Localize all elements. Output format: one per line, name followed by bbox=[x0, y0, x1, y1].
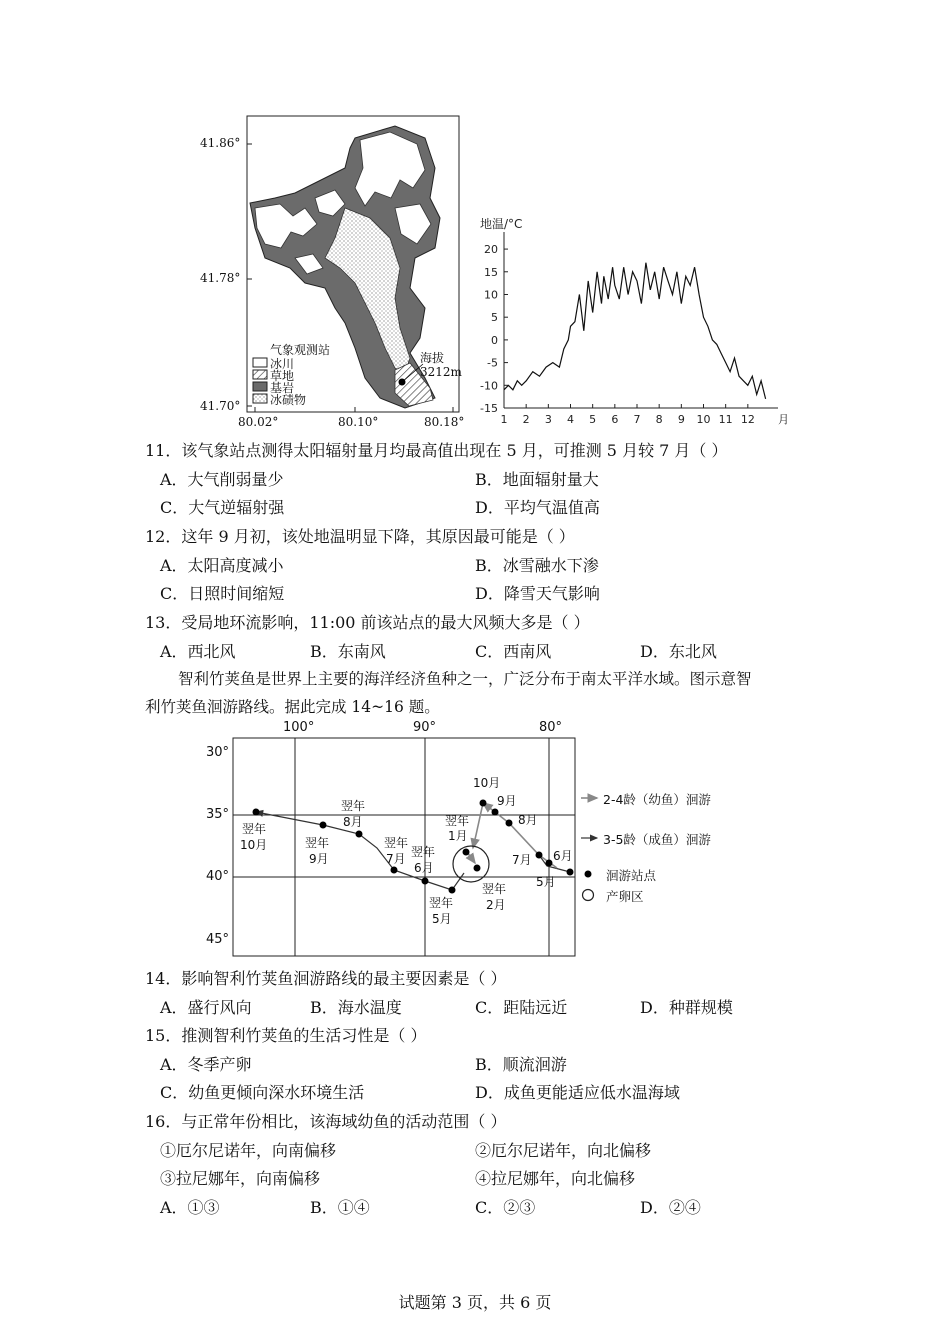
label-jul: 7月 bbox=[512, 853, 532, 867]
y-tick-label: 20 bbox=[484, 243, 498, 257]
y-tick-label: 0 bbox=[491, 333, 498, 347]
legend-title: 气象观测站 bbox=[270, 343, 331, 357]
y-tick-label: 5 bbox=[491, 311, 498, 325]
station-dot bbox=[320, 822, 327, 829]
legend-label-grassland: 草地 bbox=[270, 369, 295, 383]
lat-label-2: 41.78° bbox=[200, 271, 241, 285]
ground-temperature-series-line bbox=[504, 263, 766, 399]
q12-option-a[interactable]: A．太阳高度减小 bbox=[160, 556, 284, 575]
legend-label-moraine: 冰碛物 bbox=[270, 393, 307, 407]
legend-swatch-glacier bbox=[253, 358, 267, 367]
station-dot bbox=[536, 852, 543, 859]
q16-option-d[interactable]: D．②④ bbox=[640, 1198, 701, 1217]
station-dot bbox=[492, 809, 499, 816]
label-jun: 6月 bbox=[553, 849, 573, 863]
legend-station-dot bbox=[585, 871, 592, 878]
lon-label-1: 80.02° bbox=[238, 415, 279, 429]
x-tick-label: 5 bbox=[589, 413, 597, 426]
y-tick-label: 10 bbox=[484, 288, 498, 302]
y-tick-label: 15 bbox=[484, 265, 498, 279]
label-next-oct-2: 10月 bbox=[240, 838, 268, 852]
station-dot bbox=[546, 860, 553, 867]
lat-45-label: 45° bbox=[206, 932, 230, 947]
lon-90-label: 90° bbox=[413, 720, 437, 735]
q11-option-b[interactable]: B．地面辐射量大 bbox=[475, 470, 599, 489]
q11-option-c[interactable]: C．大气逆辐射强 bbox=[160, 498, 285, 517]
label-may: 5月 bbox=[536, 875, 556, 889]
x-tick-label: 11 bbox=[718, 413, 733, 426]
lat-label-3: 41.70° bbox=[200, 399, 241, 413]
lon-80-label: 80° bbox=[539, 720, 563, 735]
q14-option-c[interactable]: C．距陆远近 bbox=[475, 998, 568, 1017]
lon-label-2: 80.10° bbox=[338, 415, 379, 429]
lat-35-label: 35° bbox=[206, 807, 230, 822]
legend-station-label: 洄游站点 bbox=[606, 868, 657, 883]
legend-swatch-bedrock bbox=[253, 382, 267, 391]
station-dot bbox=[422, 878, 429, 885]
legend-spawning-circle bbox=[583, 890, 594, 901]
label-next-may-2: 5月 bbox=[432, 912, 452, 926]
station-altitude-label: 海拔 bbox=[420, 351, 445, 365]
question-16-stem: 16．与正常年份相比，该海域幼鱼的活动范围（ ） bbox=[145, 1112, 507, 1131]
x-tick-label: 4 bbox=[567, 413, 574, 426]
question-13-stem: 13．受局地环流影响，11:00 前该站点的最大风频大多是（ ） bbox=[145, 613, 590, 632]
x-axis-label: 月 bbox=[778, 413, 789, 426]
station-dot bbox=[253, 809, 260, 816]
lat-30-label: 30° bbox=[206, 745, 230, 760]
ground-temperature-chart bbox=[470, 212, 800, 432]
question-11-stem: 11．该气象站点测得太阳辐射量月均最高值出现在 5 月，可推测 5 月较 7 月（ ） bbox=[145, 441, 728, 460]
legend-swatch-moraine bbox=[253, 394, 267, 403]
glacier-map bbox=[195, 108, 470, 428]
label-oct: 10月 bbox=[473, 776, 501, 790]
label-next-jul-1: 翌年 bbox=[384, 836, 409, 850]
question-14-stem: 14．影响智利竹荚鱼洄游路线的最主要因素是（ ） bbox=[145, 969, 507, 988]
label-next-jul-2: 7月 bbox=[386, 852, 406, 866]
label-next-feb-1: 翌年 bbox=[482, 882, 507, 896]
q14-option-a[interactable]: A．盛行风向 bbox=[160, 998, 252, 1017]
q12-option-b[interactable]: B．冰雪融水下渗 bbox=[475, 556, 599, 575]
q15-option-c[interactable]: C．幼鱼更倾向深水环境生活 bbox=[160, 1083, 365, 1102]
q16-option-a[interactable]: A．①③ bbox=[160, 1198, 220, 1217]
q16-option-c[interactable]: C．②③ bbox=[475, 1198, 536, 1217]
page-footer: 试题第 3 页，共 6 页 bbox=[398, 1293, 552, 1312]
label-next-aug-2: 8月 bbox=[343, 815, 363, 829]
q16-statement-1: ①厄尔尼诺年，向南偏移 bbox=[160, 1141, 337, 1160]
lon-100-label: 100° bbox=[283, 720, 315, 735]
station-dot bbox=[391, 867, 398, 874]
legend-adult-label: 3-5龄（成鱼）洄游 bbox=[603, 832, 711, 847]
label-sep: 9月 bbox=[497, 794, 517, 808]
x-tick-label: 9 bbox=[677, 413, 685, 426]
intro-paragraph-line-2: 利竹荚鱼洄游路线。据此完成 14~16 题。 bbox=[145, 698, 440, 716]
station-dot bbox=[480, 800, 487, 807]
label-next-may-1: 翌年 bbox=[429, 896, 454, 910]
label-next-jun-2: 6月 bbox=[414, 861, 434, 875]
lat-label-1: 41.86° bbox=[200, 136, 241, 150]
q15-option-b[interactable]: B．顺流洄游 bbox=[475, 1055, 567, 1074]
q16-statement-4: ④拉尼娜年，向北偏移 bbox=[475, 1169, 636, 1188]
label-next-jun-1: 翌年 bbox=[411, 845, 436, 859]
station-dot bbox=[356, 831, 363, 838]
q12-option-d[interactable]: D．降雪天气影响 bbox=[475, 584, 600, 603]
legend-juvenile-label: 2-4龄（幼鱼）洄游 bbox=[603, 792, 711, 807]
x-tick-label: 2 bbox=[522, 413, 530, 426]
x-tick-label: 1 bbox=[500, 413, 508, 426]
q16-option-b[interactable]: B．①④ bbox=[310, 1198, 370, 1217]
x-tick-label: 8 bbox=[655, 413, 663, 426]
q13-option-a[interactable]: A．西北风 bbox=[160, 642, 236, 661]
lat-40-label: 40° bbox=[206, 869, 230, 884]
station-dot bbox=[463, 849, 470, 856]
q14-option-d[interactable]: D．种群规模 bbox=[640, 998, 733, 1017]
x-tick-label: 6 bbox=[611, 413, 619, 426]
station-dot bbox=[567, 869, 574, 876]
legend-label-glacier: 冰川 bbox=[270, 357, 295, 371]
label-next-feb-2: 2月 bbox=[486, 898, 506, 912]
y-axis-label: 地温/°C bbox=[480, 217, 523, 231]
q12-option-c[interactable]: C．日照时间缩短 bbox=[160, 584, 285, 603]
y-tick-label: -15 bbox=[480, 402, 498, 415]
y-tick-label: -10 bbox=[480, 379, 498, 393]
intro-paragraph-line-1: 智利竹荚鱼是世界上主要的海洋经济鱼种之一，广泛分布于南太平洋水域。图示意智 bbox=[178, 670, 752, 688]
station-dot bbox=[449, 887, 456, 894]
station-dot bbox=[506, 820, 513, 827]
label-next-oct-1: 翌年 bbox=[242, 822, 267, 836]
x-tick-label: 10 bbox=[696, 413, 711, 426]
label-next-sep-1: 翌年 bbox=[305, 836, 330, 850]
x-tick-label: 3 bbox=[544, 413, 552, 426]
legend-swatch-grassland bbox=[253, 370, 267, 379]
q16-statement-3: ③拉尼娜年，向南偏移 bbox=[160, 1169, 321, 1188]
q13-option-b[interactable]: B．东南风 bbox=[310, 642, 386, 661]
lon-label-3: 80.18° bbox=[424, 415, 465, 429]
question-15-stem: 15．推测智利竹荚鱼的生活习性是（ ） bbox=[145, 1026, 427, 1045]
question-12-stem: 12．这年 9 月初，该处地温明显下降，其原因最可能是（ ） bbox=[145, 527, 575, 546]
label-next-aug-1: 翌年 bbox=[341, 799, 366, 813]
x-tick-label: 12 bbox=[740, 413, 755, 426]
label-next-sep-2: 9月 bbox=[309, 852, 329, 866]
y-tick-label: -5 bbox=[487, 356, 498, 370]
q15-option-a[interactable]: A．冬季产卵 bbox=[160, 1055, 252, 1074]
legend-spawning-label: 产卵区 bbox=[606, 889, 644, 904]
q16-statement-2: ②厄尔尼诺年，向北偏移 bbox=[475, 1141, 652, 1160]
q15-option-d[interactable]: D．成鱼更能适应低水温海域 bbox=[475, 1083, 680, 1102]
label-aug: 8月 bbox=[518, 813, 538, 827]
q11-option-d[interactable]: D．平均气温值高 bbox=[475, 498, 600, 517]
q11-option-a[interactable]: A．大气削弱量少 bbox=[160, 470, 284, 489]
station-dot bbox=[474, 865, 481, 872]
q13-option-d[interactable]: D．东北风 bbox=[640, 642, 717, 661]
x-tick-label: 7 bbox=[633, 413, 641, 426]
legend-label-bedrock: 基岩 bbox=[270, 381, 295, 395]
label-next-jan-1: 翌年 bbox=[445, 814, 470, 828]
q13-option-c[interactable]: C．西南风 bbox=[475, 642, 552, 661]
q14-option-b[interactable]: B．海水温度 bbox=[310, 998, 402, 1017]
label-next-jan-2: 1月 bbox=[448, 829, 468, 843]
station-altitude-value: 3212m bbox=[420, 365, 462, 379]
